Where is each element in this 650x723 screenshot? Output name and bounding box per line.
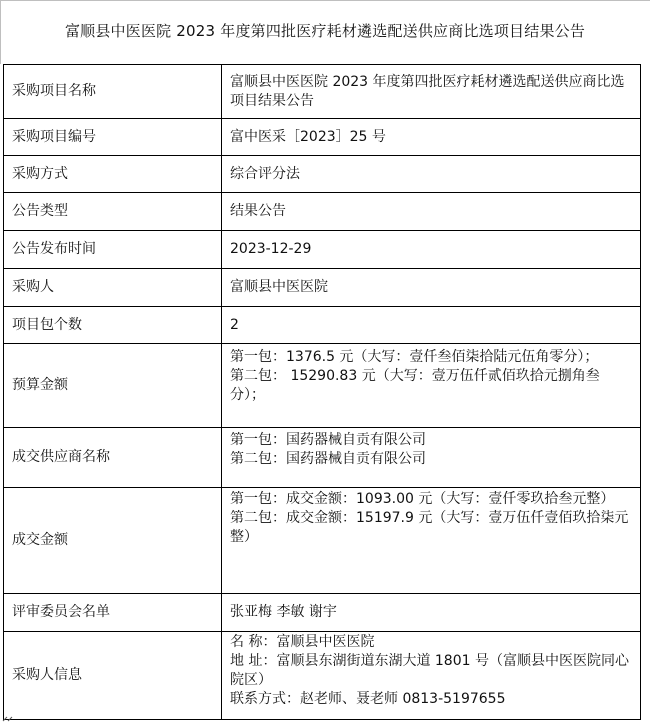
table-row	[4, 344, 641, 428]
row-key: 公告类型	[4, 193, 222, 231]
row-key: 采购项目编号	[4, 119, 222, 156]
value-line: 联系方式：赵老师、聂老师 0813-5197655	[230, 691, 506, 707]
value-line: 第二包：成交金额：15197.9 元（大写：壹万伍仟壹佰玖拾柒元整）	[230, 510, 629, 545]
value-line: 富顺县中医医院 2023 年度第四批医疗耗材遴选配送供应商比选项目结果公告	[230, 73, 625, 109]
value-line: 名 称：富顺县中医医院	[230, 634, 375, 650]
row-key: 公告发布时间	[4, 231, 222, 269]
value-line: 地 址：富顺县东湖街道东湖大道 1801 号（富顺县中医医院同心院区）	[230, 653, 629, 688]
row-value	[222, 156, 641, 193]
row-value	[222, 231, 641, 269]
row-value	[222, 632, 641, 720]
row-key: 采购项目名称	[4, 65, 222, 119]
row-key: 项目包个数	[4, 307, 222, 344]
value-line: 2	[230, 316, 239, 333]
row-value	[222, 193, 641, 231]
value-line: 结果公告	[230, 203, 286, 219]
row-value	[222, 594, 641, 632]
row-value	[222, 428, 641, 488]
row-key: 采购方式	[4, 156, 222, 193]
value-line: 第一包：成交金额：1093.00 元（大写：壹仟零玖拾叁元整）	[230, 491, 615, 507]
table-row	[4, 594, 641, 632]
table-row	[4, 65, 641, 119]
corner-mark-icon	[2, 716, 16, 722]
top-border	[0, 0, 650, 1]
row-value	[222, 119, 641, 156]
table-row	[4, 428, 641, 488]
value-line: 2023-12-29	[230, 241, 312, 257]
row-key: 采购人	[4, 269, 222, 307]
table-row	[4, 632, 641, 720]
row-value	[222, 65, 641, 119]
row-value	[222, 269, 641, 307]
info-table	[3, 64, 641, 720]
table-row	[4, 307, 641, 344]
row-value	[222, 344, 641, 428]
table-row	[4, 488, 641, 594]
value-line: 第二包： 15290.83 元（大写：壹万伍仟贰佰玖拾元捌角叁分）；	[230, 368, 600, 403]
value-line: 富中医采［2023］25 号	[230, 128, 386, 145]
value-line: 第一包：国药器械自贡有限公司	[230, 432, 426, 448]
table-row	[4, 119, 641, 156]
value-line: 富顺县中医医院	[230, 279, 328, 295]
table-row	[4, 269, 641, 307]
table-row	[4, 231, 641, 269]
row-value	[222, 307, 641, 344]
value-line: 张亚梅 李敏 谢宇	[230, 604, 337, 620]
row-key: 评审委员会名单	[4, 594, 222, 632]
row-key: 采购人信息	[4, 632, 222, 720]
table-row	[4, 193, 641, 231]
page-title: 富顺县中医医院 2023 年度第四批医疗耗材遴选配送供应商比选项目结果公告	[64, 22, 586, 40]
value-line: 综合评分法	[230, 165, 300, 182]
row-key: 成交供应商名称	[4, 428, 222, 488]
row-value	[222, 488, 641, 594]
row-key: 预算金额	[4, 344, 222, 428]
row-key: 成交金额	[4, 488, 222, 594]
table-row	[4, 156, 641, 193]
value-line: 第二包：国药器械自贡有限公司	[230, 451, 426, 467]
value-line: 第一包：1376.5 元（大写：壹仟叁佰柒拾陆元伍角零分）；	[230, 349, 599, 365]
